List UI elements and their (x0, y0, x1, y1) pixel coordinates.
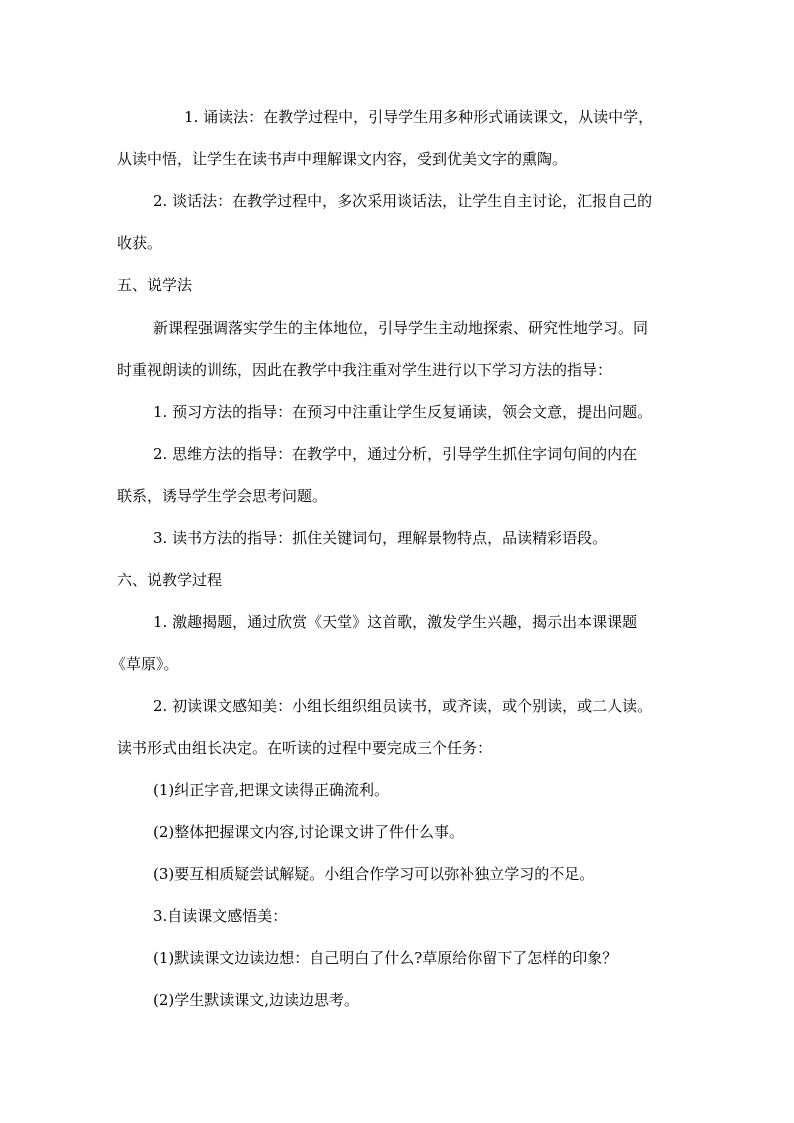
learning-item-1: 1. 预习方法的指导：在预习中注重让学生反复诵读，领会文意，提出问题。 (153, 403, 653, 421)
process-step-3-sub-2: (2)学生默读课文,边读边思考。 (153, 991, 360, 1009)
learning-item-3: 3. 读书方法的指导：抓住关键词句，理解景物特点，品读精彩语段。 (153, 529, 608, 547)
method-conversation-line-2: 收获。 (117, 234, 163, 252)
method-recitation-line-1: 1. 诵读法：在教学过程中，引导学生用多种形式诵读课文，从读中学， (184, 108, 654, 126)
process-task-2: (2)整体把握课文内容,讨论课文讲了件什么事。 (153, 823, 465, 841)
method-conversation-line-1: 2. 谈话法：在教学过程中，多次采用谈话法，让学生自主讨论，汇报自己的 (153, 192, 653, 210)
process-task-3: (3)要互相质疑尝试解疑。小组合作学习可以弥补独立学习的不足。 (153, 865, 595, 883)
learning-item-2-line-2: 联系，诱导学生学会思考问题。 (117, 487, 328, 505)
process-step-3: 3.自读课文感悟美： (153, 907, 288, 925)
section-heading-learning-methods: 五、说学法 (117, 276, 193, 294)
process-step-1-line-2: 《草原》。 (111, 655, 179, 673)
learning-intro-line-2: 时重视朗读的训练，因此在教学中我注重对学生进行以下学习方法的指导： (117, 361, 613, 379)
process-step-1-line-1: 1. 激趣揭题，通过欣赏《天堂》这首歌，激发学生兴趣，揭示出本课课题 (153, 613, 638, 631)
process-task-1: (1)纠正字音,把课文读得正确流利。 (153, 781, 390, 799)
process-step-2-line-1: 2. 初读课文感知美：小组长组织组员读书，或齐读，或个别读，或二人读。 (153, 697, 653, 715)
learning-item-2-line-1: 2. 思维方法的指导：在教学中，通过分析，引导学生抓住字词句间的内在 (153, 445, 638, 463)
method-recitation-line-2: 从读中悟，让学生在读书声中理解课文内容，受到优美文字的熏陶。 (117, 150, 568, 168)
learning-intro-line-1: 新课程强调落实学生的主体地位，引导学生主动地探索、研究性地学习。同 (153, 319, 649, 337)
process-step-3-sub-1: (1)默读课文边读边想：自己明白了什么?草原给你留下了怎样的印象？ (153, 949, 618, 967)
section-heading-teaching-process: 六、说教学过程 (117, 571, 223, 589)
process-step-2-line-2: 读书形式由组长决定。在听读的过程中要完成三个任务： (117, 739, 493, 757)
